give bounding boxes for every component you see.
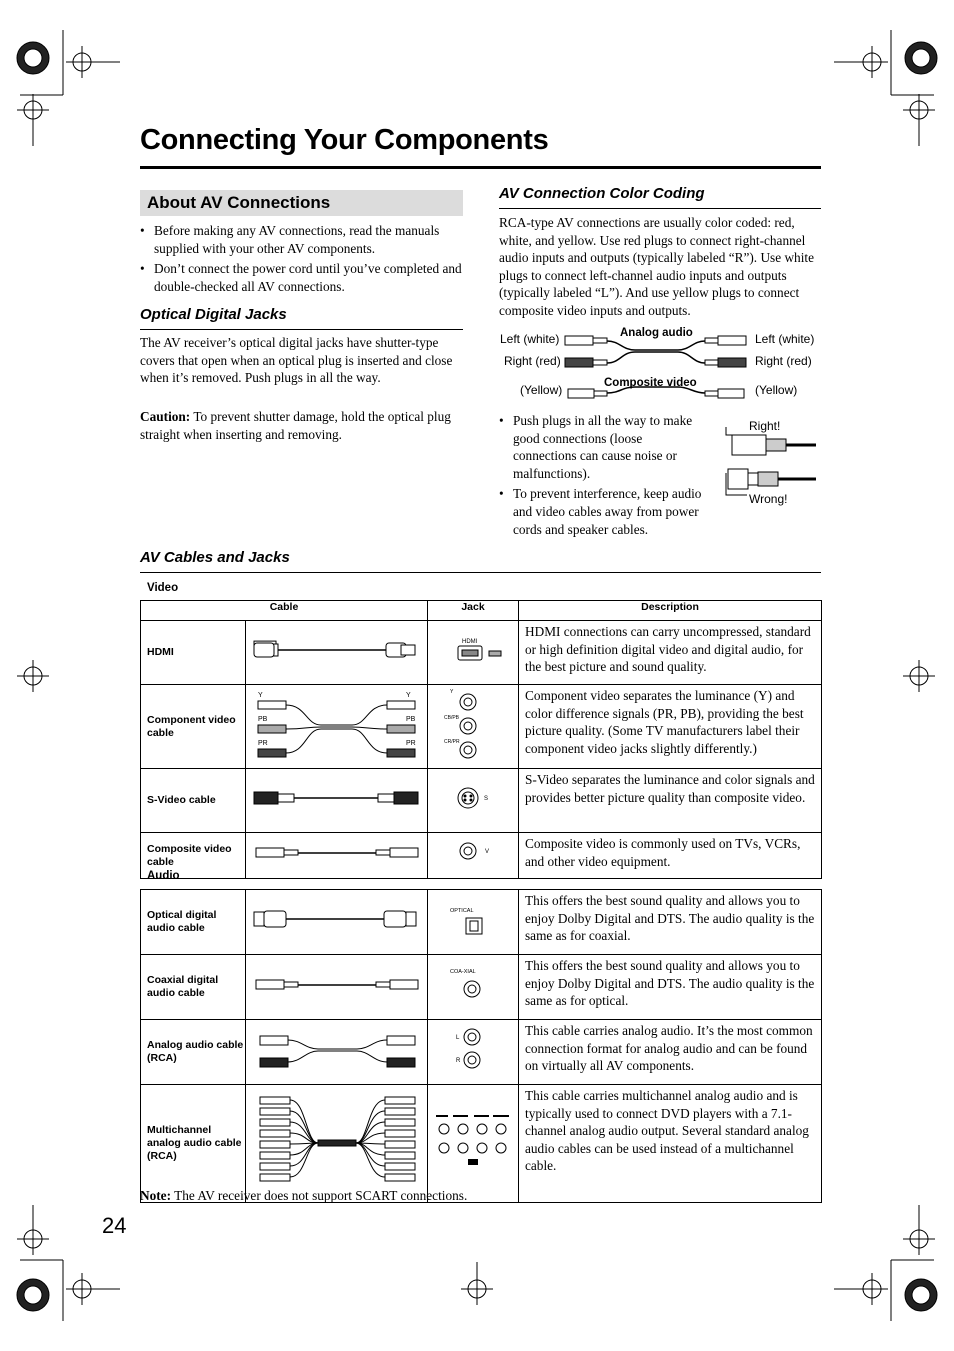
table-row <box>141 955 822 1020</box>
optical-heading: Optical Digital Jacks <box>140 306 287 323</box>
component-cable-illustration <box>246 685 428 769</box>
svideo-jack-illustration <box>428 769 519 833</box>
hdmi-cable-illustration <box>246 621 428 685</box>
label-wrong: Wrong! <box>749 492 788 506</box>
hdmi-jack-label: HDMI <box>462 639 478 645</box>
analog-jack-illustration <box>428 1020 519 1085</box>
cable-description: HDMI connections can carry uncompressed, standard or high definition digital video and digital audio, for the best picture and sound quality. <box>519 621 822 685</box>
color-coding-text: RCA-type AV connections are usually color coded: red, white, and yellow. Use red plugs to connect right-channel audio inputs and outputs (typically labeled “R”). Use white plugs to connect left-channel audio inputs and outputs (typically labeled “L”). And use yellow plugs to connect composite video inputs and outputs. <box>499 215 814 318</box>
cable-description: Component video separates the luminance (Y) and color difference signals (PR, PB), providing the best picture quality. (Some TV manufacturers label their component video jacks slightly differently.) <box>519 685 822 769</box>
about-heading: About AV Connections <box>140 190 463 216</box>
svg-text:L: L <box>456 1035 460 1041</box>
svg-text:R: R <box>456 1058 461 1064</box>
svg-text:PR: PR <box>258 740 268 747</box>
about-bullet: • Before making any AV connections, read the manuals supplied with your other AV components. <box>140 222 463 257</box>
note-label: Note: <box>140 1188 172 1203</box>
hdmi-jack-illustration <box>428 621 519 685</box>
cable-description: S-Video separates the luminance and color signals and provides better picture quality than composite video. <box>519 769 822 833</box>
table-row <box>141 1020 822 1085</box>
cables-rule <box>140 572 821 573</box>
label-yellow-right: (Yellow) <box>755 383 798 397</box>
video-label: Video <box>147 582 179 594</box>
coaxial-jack-illustration <box>428 955 519 1020</box>
note-text: The AV receiver does not support SCART connections. <box>171 1188 468 1203</box>
video-cables-table <box>140 600 822 879</box>
cable-description: This offers the best sound quality and allows you to enjoy Dolby Digital and DTS. The audio quality is the same as for optical. <box>519 955 822 1020</box>
cable-name: HDMI <box>141 621 246 685</box>
optical-jack-label: OPTICAL <box>450 908 474 914</box>
page-title: Connecting Your Components <box>140 124 549 156</box>
label-right-red: Right (red) <box>504 354 561 368</box>
caution-label: Caution: <box>140 409 191 424</box>
label-analog-audio: Analog audio <box>620 327 693 339</box>
about-bullet: • Don’t connect the power cord until you’ve completed and double-checked all AV connections. <box>140 260 463 295</box>
svideo-jack-label: S <box>484 796 489 802</box>
composite-jack-label: V <box>485 849 490 855</box>
header-cable: Cable <box>141 601 428 621</box>
cable-name: Analog audio cable (RCA) <box>141 1020 246 1085</box>
table-row <box>141 833 822 879</box>
svg-text:PB: PB <box>258 716 268 723</box>
cable-description: This cable carries analog audio. It’s the most common connection format for analog audio and can be found on virtually all AV components. <box>519 1020 822 1085</box>
multichannel-cable-illustration <box>246 1085 428 1203</box>
caution-text <box>140 408 463 443</box>
header-description: Description <box>519 601 822 621</box>
table-row <box>141 685 822 769</box>
svg-text:Y: Y <box>406 692 411 699</box>
component-jack-illustration <box>428 685 519 769</box>
table-row <box>141 890 822 955</box>
multichannel-jack-illustration <box>428 1085 519 1203</box>
label-yellow-left: (Yellow) <box>520 383 563 397</box>
label-left-white: Left (white) <box>500 332 560 346</box>
svg-text:CB/PB: CB/PB <box>444 715 460 721</box>
page-number: 24 <box>102 1213 127 1238</box>
audio-cables-table <box>140 889 822 1203</box>
svg-text:PB: PB <box>406 716 416 723</box>
note <box>140 1188 467 1204</box>
cable-name: Component video cable <box>141 685 246 769</box>
composite-cable-illustration <box>246 833 428 879</box>
svideo-cable-illustration <box>246 769 428 833</box>
label-composite-video: Composite video <box>604 377 697 389</box>
cable-description: This offers the best sound quality and allows you to enjoy Dolby Digital and DTS. The audio quality is the same as for coaxial. <box>519 890 822 955</box>
table-row <box>141 1085 822 1203</box>
cables-heading: AV Cables and Jacks <box>140 549 290 566</box>
table-row <box>141 769 822 833</box>
color-coding-bullets <box>499 412 709 541</box>
svg-text:PR: PR <box>406 740 416 747</box>
analog-cable-illustration <box>246 1020 428 1085</box>
svg-text:Y: Y <box>258 692 263 699</box>
color-coding-bullet: • To prevent interference, keep audio and video cables away from power cords and speaker cables. <box>499 485 709 538</box>
color-coding-heading: AV Connection Color Coding <box>499 185 705 202</box>
color-coding-cable-diagram <box>560 333 755 403</box>
title-rule <box>140 166 821 169</box>
cable-description: This cable carries multichannel analog audio and is typically used to connect DVD players with a 7.1-channel analog audio output. Several standard analog audio cables can be used instead of a multichannel cable. <box>519 1085 822 1203</box>
coaxial-jack-label: COA-XIAL <box>450 969 476 975</box>
cable-name: Composite video cable <box>141 833 246 879</box>
header-jack: Jack <box>428 601 519 621</box>
composite-jack-illustration <box>428 833 519 879</box>
label-left-white-right: Left (white) <box>755 332 815 346</box>
optical-rule <box>140 329 463 330</box>
optical-cable-illustration <box>246 890 428 955</box>
cable-name: Optical digital audio cable <box>141 890 246 955</box>
cable-name: Multichannel analog audio cable (RCA) <box>141 1085 246 1203</box>
cable-description: Composite video is commonly used on TVs, VCRs, and other video equipment. <box>519 833 822 879</box>
color-coding-bullet: • Push plugs in all the way to make good connections (loose connections can cause noise or malfunctions). <box>499 412 709 482</box>
label-right-red-right: Right (red) <box>755 354 812 368</box>
optical-jack-illustration <box>428 890 519 955</box>
caution-body: To prevent shutter damage, hold the optical plug straight when inserting and removing. <box>140 409 451 442</box>
right-wrong-plug-diagram <box>722 425 822 500</box>
table-row <box>141 621 822 685</box>
label-right: Right! <box>749 419 781 433</box>
svg-text:CR/PR: CR/PR <box>444 739 460 745</box>
about-bullets <box>140 222 463 298</box>
audio-label: Audio <box>147 870 180 882</box>
svg-text:Y: Y <box>450 689 454 695</box>
cable-name: Coaxial digital audio cable <box>141 955 246 1020</box>
table-header-row <box>141 601 822 621</box>
coaxial-cable-illustration <box>246 955 428 1020</box>
optical-text: The AV receiver’s optical digital jacks have shutter-type covers that open when an optical plug is inserted and close when it’s removed. Push plugs in all the way. <box>140 335 453 386</box>
color-coding-rule <box>499 208 821 209</box>
cable-name: S-Video cable <box>141 769 246 833</box>
